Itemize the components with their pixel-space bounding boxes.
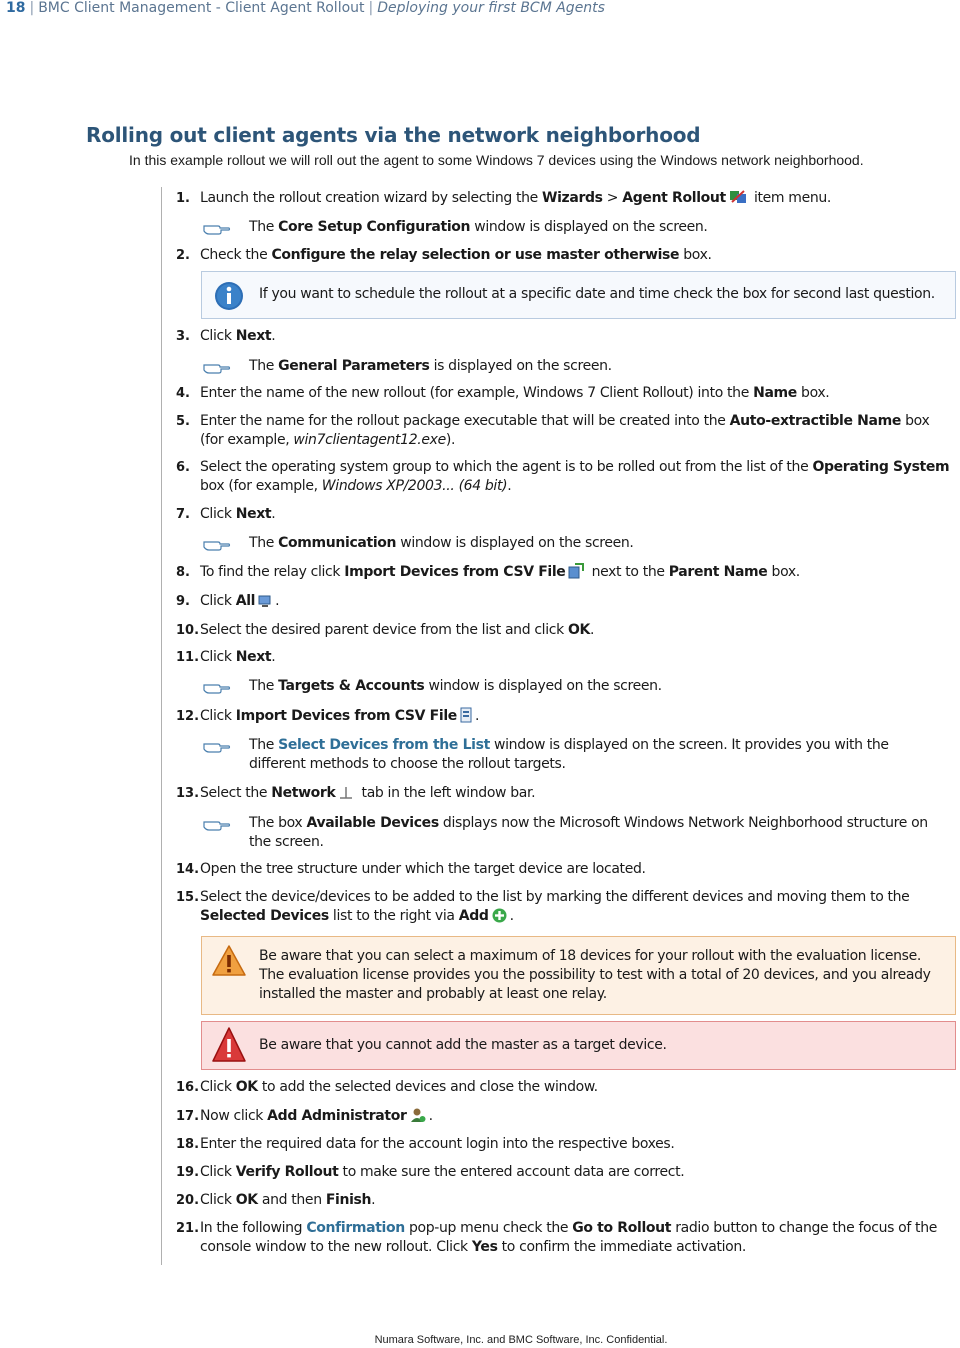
- header-separator: |: [368, 0, 374, 16]
- error-text: Be aware that you cannot add the master as a target device.: [259, 1037, 667, 1053]
- text-run: Click: [200, 328, 236, 344]
- step-number: 8.: [176, 565, 190, 580]
- ui-term: Confirmation: [306, 1220, 405, 1236]
- header-separator: |: [29, 0, 35, 16]
- note-text: [249, 218, 949, 237]
- text-run: list to the right via: [328, 908, 459, 924]
- text-run: .: [474, 708, 480, 724]
- ui-term: Communication: [278, 535, 397, 551]
- ui-term: Operating System: [812, 459, 950, 475]
- error-callout: [201, 1021, 956, 1070]
- ui-term: Available Devices: [306, 815, 439, 831]
- step-text: [200, 1163, 952, 1182]
- chapter-name: Deploying your first BCM Agents: [377, 0, 605, 16]
- text-run: box (for example,: [200, 478, 322, 494]
- text-run: The: [249, 358, 279, 374]
- warning-text: Be aware that you can select a maximum of 18 devices for your rollout with the evaluation license. The evaluation license provides you the possibility to test with a total of 20 devices, and you already installed the master and probably at least one relay.: [259, 948, 931, 1002]
- all-devices-icon: [258, 594, 272, 614]
- step-text: [200, 1135, 952, 1154]
- page-number: 18: [6, 0, 26, 16]
- note-pointer-icon: [203, 537, 231, 551]
- text-run: tab in the left window bar.: [357, 785, 536, 801]
- text-run: to add the selected devices and close the window.: [257, 1079, 598, 1095]
- text-run: Launch the rollout creation wizard by selecting the: [200, 190, 543, 206]
- text-run: .: [590, 622, 595, 638]
- step-number: 2.: [176, 248, 190, 263]
- info-callout: [201, 271, 956, 319]
- text-run: The: [249, 219, 279, 235]
- step-text: [200, 1078, 952, 1097]
- example-value: Windows XP/2003... (64 bit): [321, 478, 508, 494]
- page-header: [6, 0, 605, 20]
- step-text: [200, 384, 952, 403]
- step-text: [200, 327, 952, 346]
- text-run: Enter the name of the new rollout (for example, Windows 7 Client Rollout) into the: [200, 385, 754, 401]
- step-text: [200, 784, 952, 806]
- warning-callout: [201, 936, 956, 1015]
- text-run: The: [249, 535, 279, 551]
- text-run: box.: [767, 564, 800, 580]
- text-run: item menu.: [749, 190, 832, 206]
- step-text: [200, 1191, 952, 1210]
- step-number: 6.: [176, 460, 190, 475]
- ui-term: Import Devices from CSV File: [235, 708, 457, 724]
- ui-term: Core Setup Configuration: [278, 219, 471, 235]
- text-run: To find the relay click: [200, 564, 345, 580]
- ui-term: Go to Rollout: [572, 1220, 672, 1236]
- text-run: next to the: [587, 564, 669, 580]
- text-run: is displayed on the screen.: [429, 358, 612, 374]
- text-run: .: [271, 649, 276, 665]
- text-run: radio button to change the focus of the console window to the new rollout. Click: [200, 1220, 937, 1255]
- step-text: [200, 648, 952, 667]
- text-run: box.: [679, 247, 712, 263]
- step-text: [200, 1107, 952, 1129]
- ui-term: Targets & Accounts: [278, 678, 425, 694]
- network-icon: [338, 786, 354, 806]
- ui-term: General Parameters: [278, 358, 430, 374]
- product-name: BMC Client Management - Client Agent Rollout: [38, 0, 365, 16]
- note-pointer-icon: [203, 680, 231, 694]
- ui-term: Next: [235, 328, 272, 344]
- ui-term: Select Devices from the List: [278, 737, 490, 753]
- ui-term: Add Administrator: [267, 1108, 407, 1124]
- step-number: 18.: [176, 1137, 200, 1152]
- step-number: 21.: [176, 1221, 200, 1236]
- step-number: 1.: [176, 191, 190, 206]
- text-run: Click: [200, 1192, 236, 1208]
- step-number: 19.: [176, 1165, 200, 1180]
- text-run: Click: [200, 1079, 236, 1095]
- text-run: window is displayed on the screen.: [424, 678, 662, 694]
- note-text: [249, 357, 949, 376]
- text-run: to make sure the entered account data are correct.: [338, 1164, 685, 1180]
- text-run: Select the operating system group to which the agent is to be rolled out from the list of the: [200, 459, 813, 475]
- step-text: [200, 707, 952, 729]
- step-text: [200, 592, 952, 614]
- text-run: window is displayed on the screen.: [470, 219, 708, 235]
- add-icon: [492, 908, 507, 929]
- note-pointer-icon: [203, 817, 231, 831]
- step-number: 13.: [176, 786, 200, 801]
- step-text: [200, 246, 952, 265]
- info-icon: [213, 281, 245, 315]
- step-number: 20.: [176, 1193, 200, 1208]
- note-text: [249, 534, 949, 553]
- ui-term: OK: [567, 622, 591, 638]
- text-run: .: [507, 478, 512, 494]
- text-run: Open the tree structure under which the target device are located.: [200, 861, 646, 877]
- text-run: pop-up menu check the: [404, 1220, 573, 1236]
- step-number: 16.: [176, 1080, 200, 1095]
- step-number: 15.: [176, 890, 200, 905]
- ui-term: OK: [235, 1192, 258, 1208]
- agent-rollout-icon: [729, 189, 747, 211]
- text-run: .: [271, 506, 276, 522]
- text-run: .: [275, 593, 280, 609]
- ui-term: Next: [235, 649, 272, 665]
- ui-term: Next: [235, 506, 272, 522]
- step-number: 11.: [176, 650, 200, 665]
- step-list-rule: [161, 187, 162, 1265]
- step-text: [200, 621, 952, 640]
- section-title: Rolling out client agents via the network neighborhood: [86, 123, 701, 147]
- text-run: >: [602, 190, 623, 206]
- page-footer: Numara Software, Inc. and BMC Software, Inc. Confidential.: [374, 1334, 668, 1346]
- note-text: [249, 814, 949, 852]
- text-run: .: [428, 1108, 433, 1124]
- text-run: Click: [200, 649, 236, 665]
- step-text: [200, 888, 952, 929]
- ui-term: Import Devices from CSV File: [344, 564, 566, 580]
- ui-term: Wizards: [542, 190, 603, 206]
- note-pointer-icon: [203, 739, 231, 753]
- text-run: Click: [200, 1164, 236, 1180]
- text-run: .: [371, 1192, 376, 1208]
- step-text: [200, 1219, 952, 1257]
- text-run: Click: [200, 593, 236, 609]
- note-pointer-icon: [203, 221, 231, 235]
- text-run: In the following: [200, 1220, 307, 1236]
- ui-term: Yes: [471, 1239, 498, 1255]
- note-text: [249, 677, 949, 696]
- ui-term: Agent Rollout: [622, 190, 726, 206]
- step-text: [200, 458, 952, 496]
- ui-term: Parent Name: [668, 564, 768, 580]
- text-run: Select the device/devices to be added to the list by marking the different devices and moving them to the: [200, 889, 910, 905]
- import-csv-icon: [568, 563, 584, 585]
- text-run: The: [249, 737, 279, 753]
- step-number: 7.: [176, 507, 190, 522]
- text-run: Enter the required data for the account login into the respective boxes.: [200, 1136, 675, 1152]
- text-run: box.: [796, 385, 830, 401]
- text-run: window is displayed on the screen. It provides you with the different methods to choose the rollout targets.: [249, 737, 889, 772]
- ui-term: Auto-extractible Name: [729, 413, 902, 429]
- text-run: Enter the name for the rollout package executable that will be created into the: [200, 413, 730, 429]
- text-run: The box: [249, 815, 307, 831]
- step-number: 3.: [176, 329, 190, 344]
- text-run: .: [271, 328, 276, 344]
- step-number: 4.: [176, 386, 190, 401]
- note-pointer-icon: [203, 360, 231, 374]
- step-number: 14.: [176, 862, 200, 877]
- text-run: Check the: [200, 247, 272, 263]
- ui-term: OK: [235, 1079, 258, 1095]
- step-number: 5.: [176, 414, 190, 429]
- section-intro: In this example rollout we will roll out the agent to some Windows 7 devices using the Windows network neighborhood.: [129, 152, 864, 168]
- text-run: and then: [257, 1192, 326, 1208]
- step-number: 17.: [176, 1109, 200, 1124]
- step-number: 10.: [176, 623, 200, 638]
- text-run: Click: [200, 506, 236, 522]
- ui-term: Verify Rollout: [235, 1164, 339, 1180]
- text-run: Click: [200, 708, 236, 724]
- text-run: Now click: [200, 1108, 268, 1124]
- text-run: .: [509, 908, 514, 924]
- text-run: ).: [445, 432, 456, 448]
- info-text: If you want to schedule the rollout at a specific date and time check the box for second last question.: [259, 286, 935, 302]
- step-text: [200, 189, 952, 211]
- text-run: Select the desired parent device from the list and click: [200, 622, 568, 638]
- ui-term: All: [235, 593, 256, 609]
- step-text: [200, 860, 952, 879]
- text-run: window is displayed on the screen.: [396, 535, 634, 551]
- step-text: [200, 563, 952, 585]
- warning-icon: [211, 944, 247, 982]
- example-value: win7clientagent12.exe: [293, 432, 446, 448]
- step-number: 9.: [176, 594, 190, 609]
- note-text: [249, 736, 949, 774]
- ui-term: Network: [271, 785, 336, 801]
- ui-term: Name: [753, 385, 797, 401]
- text-run: displays now the Microsoft Windows Network Neighborhood structure on the screen.: [249, 815, 928, 850]
- ui-term: Configure the relay selection or use master otherwise: [271, 247, 680, 263]
- import-csv-icon: [460, 707, 472, 729]
- add-administrator-icon: [410, 1107, 426, 1129]
- ui-term: Selected Devices: [200, 908, 329, 924]
- text-run: The: [249, 678, 279, 694]
- error-warning-icon: [211, 1026, 247, 1068]
- step-number: 12.: [176, 709, 200, 724]
- step-text: [200, 505, 952, 524]
- text-run: to confirm the immediate activation.: [497, 1239, 747, 1255]
- ui-term: Finish: [325, 1192, 372, 1208]
- step-text: [200, 412, 952, 450]
- text-run: box (for example,: [200, 413, 930, 448]
- ui-term: Add: [458, 908, 489, 924]
- text-run: Select the: [200, 785, 272, 801]
